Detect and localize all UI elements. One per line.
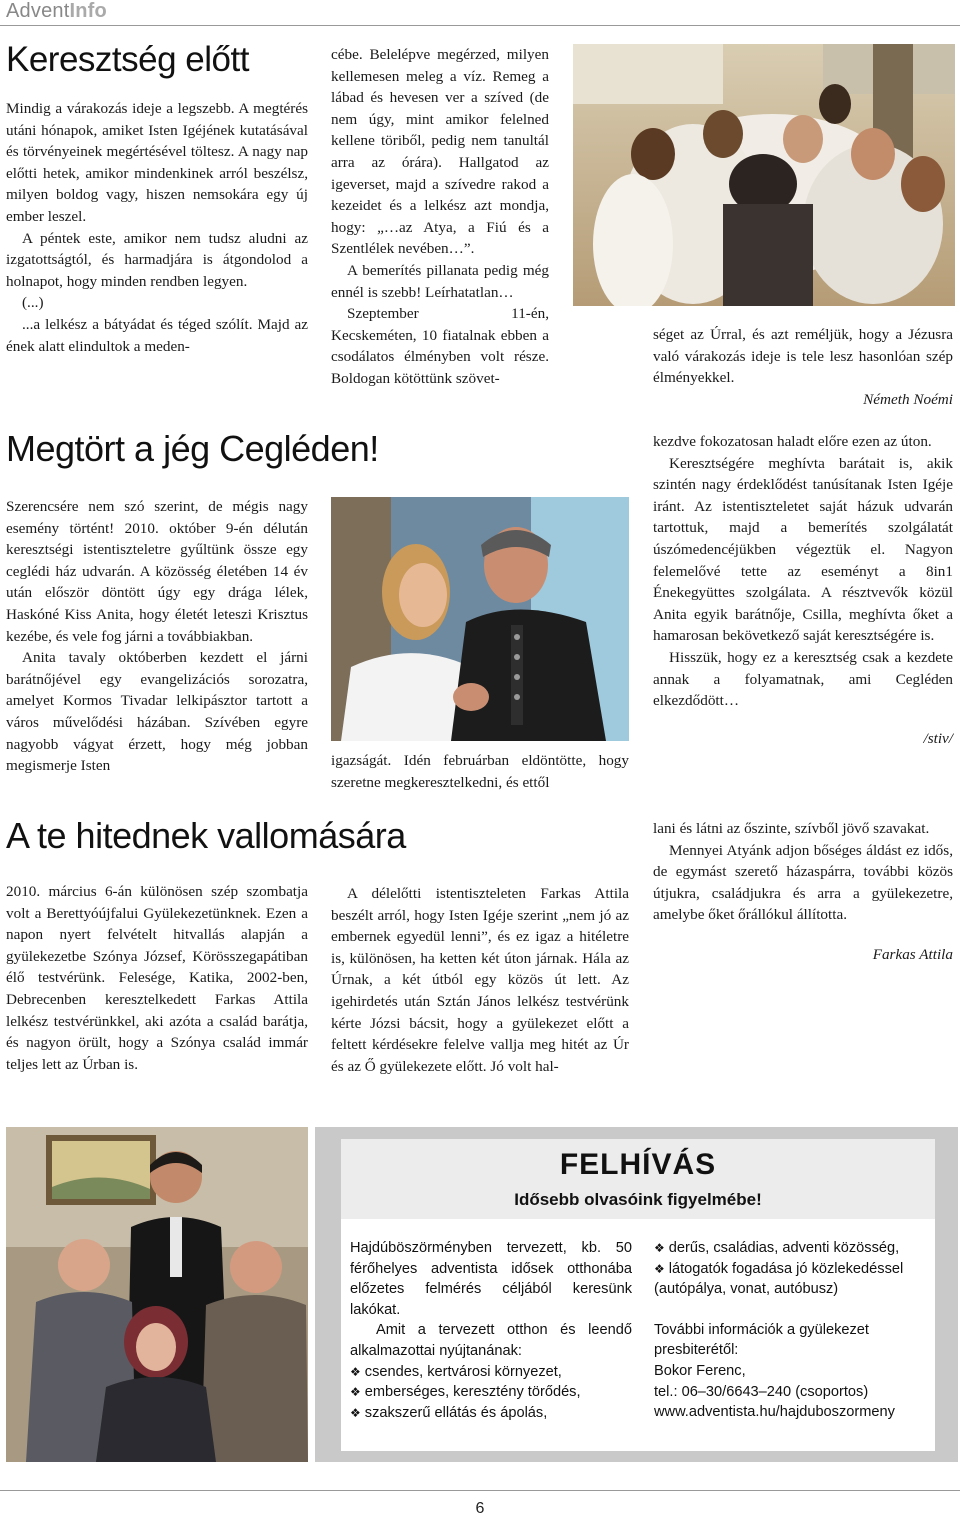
notice-right-column [654,1238,926,1423]
paragraph: Keresztségére meghívta barátait is, akik szintén nagy érdeklődést tanúsítanak Isten Igéje iránt. Az istentiszteletet saját házuk udvarán tartottuk, majd a bemerítés szolgálatát úszómedencéjükben végeztük el. Nagyon felemelővé tette az eseményt a 8in1 Énekegyüttes szolgálata. A résztvevők közül Anita egyik barátnője, Csilla, meghívta őket a hamarosan bekövetkező saját keresztségére is. [653,454,953,645]
notice-left-column [350,1238,632,1423]
baptism-group-photo [573,44,955,306]
paragraph: igazságát. Idén februárban eldöntötte, hogy szeretne megkeresztelkedni, és ettől [331,752,629,791]
family-image [6,1127,308,1462]
pastor-and-candidate-image [331,497,629,741]
paragraph: séget az Úrral, és azt reméljük, hogy a Jézusra való várakozás ideje is tele lesz hasonlóan szép élményekkel. [653,326,953,387]
notice-bullet: ❖ csendes, kertvárosi környezet, [350,1362,632,1383]
article1-title: Keresztség előtt [6,40,249,79]
article2-title: Megtört a jég Cegléden! [6,428,379,469]
article1-signature: Németh Noémi [863,390,953,408]
article3-column-3 [653,818,953,966]
paragraph: Hisszük, hogy ez a keresztség csak a kezdete annak a folyamatnak, ami Cegléden elkezdődött… [653,648,953,710]
notice-contact-website[interactable]: www.adventista.hu/hajduboszormeny [654,1404,895,1421]
article2-column-1 [6,496,308,777]
paragraph: kezdve fokozatosan haladt előre ezen az úton. [653,433,932,450]
notice-bullet: ❖ szakszerű ellátás és ápolás, [350,1403,632,1424]
paragraph: Szeptember 11-én, Kecskeméten, 10 fiatalnak ebben a csodálatos élményben volt része. Boldogan kötöttünk szövet- [331,305,549,387]
article3-title: A te hitednek vallomására [6,815,406,856]
paragraph: lani és látni az őszinte, szívből jövő szavakat. [653,820,930,837]
paragraph: Anita tavaly októberben kezdett el járni barátnőjével egy evangelizációs sorozatra, amelyet Kormos Tivadar lelkipásztor tartott a város művelődési házában. Szívében egyre nagyobb vágyat érzett, hogy még jobban megismerje Isten [6,649,308,775]
notice-offer: Amit a tervezett otthon és leendő alkalmazottai nyújtanának: [350,1322,632,1359]
family-photo [6,1127,308,1462]
article2-signature: /stiv/ [923,729,953,747]
top-divider [0,25,960,26]
notice-contact-intro: További információk a gyülekezet presbiterétől: [654,1321,869,1359]
paragraph: Mennyei Atyánk adjon bőséges áldást ez idős, de egymást szerető házaspárra, további közös útjukra, családjukra és arra a gyülekezetre, amelybe őket őrállókul állította. [653,841,953,924]
page-number: 6 [475,1500,485,1517]
notice-intro: Hajdúböszörményben tervezett, kb. 50 férőhelyes adventista idősek otthonába előzetes felmérés céljából keresünk lakókat. [350,1240,632,1318]
article2-column-2 [331,750,629,793]
masthead-brand: AdventInfo [6,0,107,22]
bottom-divider [0,1490,960,1491]
notice-contact-phone: tel.: 06–30/6643–240 (csoportos) [654,1383,869,1400]
article1-column-2 [331,44,549,390]
article2-column-3 [653,431,953,749]
paragraph: Szerencsére nem szó szerint, de mégis nagy esemény történt! 2010. október 9-én délután keresztségi istentiszteletre gyűltünk össze egy ceglédi ház udvarán. A közösség életében 14 év után először döntött úgy egy drága lélek, Haskóné Kiss Anita, hogy életét leteszi Krisztus kezébe, és vele fog járni a továbbiakban. [6,498,308,645]
notice-bullet: ❖ derűs, családias, adventi közösség, [654,1238,926,1259]
article3-column-2 [331,883,629,1077]
paragraph: A délelőtti istentiszteleten Farkas Attila beszélt arról, hogy Isten Igéje szerint „nem jó az embernek egyedül lenni”, és ez igaz a hitéletre is, különösen, ha ketten két úton járnak. Hála az Úrnak, a két útból egy közös út lett. Az igehirdetés után Sztán János lelkész testvérünk kérte Józsi bácsit, hogy a gyülekezet előtt a feltett kérdésekre felelve vallja meg hitét az Úr és az Ő gyülekezete előtt. Jó volt hal- [331,885,629,1075]
article1-column-3 [653,324,953,410]
paragraph: Mindig a várakozás ideje a legszebb. A megtérés utáni hónapok, amiket Isten Igéjének kutatásával és törvényeinek megértésével töltesz. A nagy nap előtti hetek, amikor mindenkinek arról beszélsz, milyen boldog vagy, hiszen nemsokára egy új ember leszel. [6,100,308,225]
article1-column-1 [6,98,308,357]
notice-contact-name: Bokor Ferenc, [654,1362,746,1379]
baptism-group-image [573,44,955,306]
article3-column-1 [6,881,308,1075]
paragraph: A bemerítés pillanata pedig még ennél is szebb! Leírhatatlan… [331,261,549,301]
paragraph: ...a lelkész a bátyádat és téged szólít. Majd az ének alatt elindultok a meden- [6,315,308,355]
notice-title: FELHÍVÁS [559,1148,717,1181]
paragraph: A péntek este, amikor nem tudsz aludni az izgatottságtól, és harmadjára is átgondolod a holnapot, hogy minden rendben legyen. [6,229,308,290]
paragraph: (...) [22,294,44,312]
article3-signature: Farkas Attila [872,945,953,963]
notice-bullet: ❖ látogatók fogadása jó közlekedéssel (autópálya, vonat, autóbusz) [654,1259,926,1300]
pastor-and-candidate-photo [331,497,629,741]
notice-bullet: ❖ emberséges, keresztény törődés, [350,1382,632,1403]
notice-subtitle: Idősebb olvasóink figyelmébe! [514,1190,762,1209]
paragraph: cébe. Belelépve megérzed, milyen kellemesen meleg a víz. Remeg a lábad és hevesen ver a szíved (de nem úgy, mint amikor felelned kellene töriből, pedig nem tanultál arra az órára). Hallgatod az igeverset, majd a szívedre rakod a kezeidet és a lelkész azt mondja, hogy: „…az Atya, a Fiú és a Szentlélek nevében…”. [331,46,549,258]
paragraph: 2010. március 6-án különösen szép szombatja volt a Berettyóújfalui Gyülekezetünknek. Ezen a napon nyert felvételt hitvallás alapján a gyülekezetbe Szónya József, Körösszegapátiban élő testvérünk. Felesége, Katika, 2002-ben, Debrecenben keresztelkedett Farkas Attila lelkész testvérünkkel, aki azóta a család barátja, és nagyon örült, hogy a Szónya család immár teljes lett az Úrban is. [6,883,308,1073]
